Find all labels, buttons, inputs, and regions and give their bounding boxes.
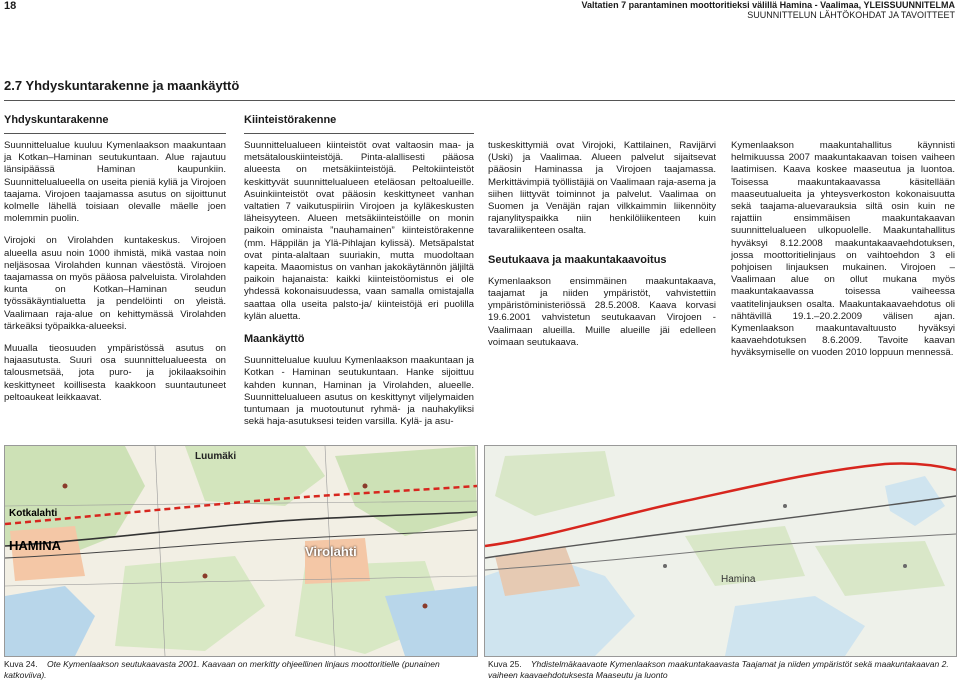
paragraph: Kymenlaakson ensimmäinen maakuntakaava, taajamat ja niiden ympäristöt, vahvistettiin ympäristöministeriössä 28.5.2008. Kaava korvasi 19.6.2001 vahvistetun seutukaavan Virojoen - Vaalimaan alueilla. Muille alueille jäi edelleen voimaan seutukaava. — [488, 275, 716, 348]
caption-label: Kuva 24. — [4, 659, 38, 669]
column-4-body — [731, 140, 955, 370]
paragraph: Kymenlaakson maakuntahallitus käynnisti helmikuussa 2007 maakuntakaavan toisen vaiheen laatimisen. Kaava koskee maaseutua ja luontoa. Toisessa maakuntakaavassa käsitellään maaseutualueita ja yhteysverkoston kokonaisuutta sekä taajama-aluevarauksia siltä osin kuin ne rajattiin ensimmäisen maakuntakaavan suunnittelualueen ulkopuolelle. Maakuntahallitus hyväksyi 8.12.2008 maakuntakaavaehdotuksen, jossa moottoritielinjaus on vaihtoehdon 3 eli pohjoisen linjauksen mukainen. Virojoen – Vaalimaan alue on ollut mukana myös maakuntakaavassa toisessa vaiheessa vaatitelinjauksen osalta. Maakuntakaavaehdotus oli nähtävillä 19.1.–20.2.2009 välisen ajan. Kymenlaakson maakuntavaltuusto hyväksyi kaavaehdotuksen 8.6.2009. Tavoite kaavan hyväksymiselle on vuoden 2010 loppuun mennessä. — [731, 140, 955, 359]
subhead-yhdyskuntarakenne: Yhdyskuntarakenne — [4, 114, 109, 126]
column-1 — [4, 114, 226, 126]
map-graphic — [5, 446, 477, 656]
section-rule — [4, 100, 955, 101]
paragraph: tuskeskittymiä ovat Virojoki, Kattilainen, Ravijärvi (Uski) ja Vaalimaa. Alueen palvelut sijaitsevat pääosin Haminassa ja Virojoen taajamassa. Merkittävimpiä työllistäjiä on Vaalimaan raja-asema ja siihen liittyvät toiminnot ja palvelut. Vaalimaa on Suomen ja Venäjän rajan vilkkaimmin liikennöity rajanylityspaikka niin henkilöliikenteen kuin tavaraliikenteen osalta. — [488, 140, 716, 237]
column-1-body — [4, 140, 226, 414]
map-label: HAMINA — [9, 538, 61, 553]
paragraph: Muualla tieosuuden ympäristössä asutus on hajaasutusta. Suuri osa suunnittelualueesta on talousmetsää, jota puro- ja jokilaaksoihin keskittyneet koillisesta kaakkoon suuntautuneet peltoaukeat leikkaavat. — [4, 343, 226, 403]
subhead-kiinteistorakenne: Kiinteistörakenne — [244, 114, 337, 126]
paragraph: Suunnittelualueen kiinteistöt ovat valtaosin maa- ja metsätalouskiinteistöjä. Pinta-alallisesti pääosa alueesta on metsäkiinteistöjä. Peltokiinteistöt keskittyvät suunnittelualueen eteläosan peltoalueille. Asuinkiinteistöt ovat pääosin keskittyneet vanhan valtatien 7 vaikutuspiiriin Virojoen ja kyläkeskusten läheisyyteen. Alueen metsäkiinteistöille on monin paikoin ominaista ”nauhamainen” kiinteistörakenne (mm. Häppilän ja Ylä-Pihlajan kylissä). Metsäpalstat ovat pinta-alaltaan suuriakin, mutta muodoltaan kapeita. Maaomistus on vanhan jakokäytännön jäljiltä paikoin hajanaista: kaikki kiinteistöomistus ei ole yhdessä kokonaisuudessa, vaan samalla omistajalla saattaa olla useita palsto-ja/ kiinteistöjä eri puolilla kylän aluetta. — [244, 140, 474, 322]
map-label: Kotkalahti — [9, 508, 58, 519]
header-line-1: Valtatien 7 parantaminen moottoritieksi välillä Hamina - Vaalimaa, YLEISSUUNNITELMA — [581, 0, 955, 10]
subhead-seutukaava: Seutukaava ja maakuntakaavoitus — [488, 253, 667, 266]
paragraph: Suunnittelualue kuuluu Kymenlaakson maakuntaan ja Kotkan–Haminan seutukuntaan. Alue rajautuu länsipäässä Haminan kaupunkiin. Suunnittelualueella on useita pieniä kyliä ja Virojoen taajama. Virojoen taajamassa asutus on sijoittunut kolmelle lähellä toisiaan olevalle mäelle joen molemmin puolin. — [4, 140, 226, 225]
subhead-rule-2 — [244, 133, 474, 134]
section-title: 2.7 Yhdyskuntarakenne ja maankäyttö — [4, 78, 240, 93]
running-header — [582, 0, 955, 20]
map-maakuntakaava — [484, 445, 957, 657]
map-label: Luumäki — [195, 451, 237, 462]
map-seutukaava — [4, 445, 478, 657]
caption-kuva-24 — [4, 659, 474, 680]
caption-text: Ote Kymenlaakson seutukaavasta 2001. Kaavaan on merkitty ohjeellinen linjaus moottoritielle (punainen katkoviiva). — [4, 659, 440, 680]
caption-kuva-25 — [488, 659, 954, 680]
header-line-2: SUUNNITTELUN LÄHTÖKOHDAT JA TAVOITTEET — [747, 10, 955, 20]
subhead-rule-1 — [4, 133, 226, 134]
paragraph: Virojoki on Virolahden kuntakeskus. Virojoen alueella asuu noin 1000 ihmistä, mikä vastaa noin neljäsosaa Virolahden kunnan väestöstä. Virojoen taajamassa on myös pääosa palveluista. Virolahden kunta on Kotkan–Haminan seudun työssäkäyntialuetta ja pendelöinti on yleistä. Vaalimaan raja-alue on kehittymässä Virolahden tärkeäksi työpaikka-alueeksi. — [4, 235, 226, 332]
column-2-body — [244, 140, 474, 438]
paragraph: Suunnittelualue kuuluu Kymenlaakson maakuntaan ja Kotkan - Haminan seutukuntaan. Hanke sijoittuu kahden kunnan, Haminan ja Virolahden, alueelle. Suunnittelualueen asutus on keskittynyt viljelymaiden tuntumaan ja muotoutunut ryhmä- ja nauhakyliksi sekä haja-asutuksesi teiden varsilla. Kylä- ja asu- — [244, 355, 474, 428]
map-label: Hamina — [721, 574, 756, 585]
map-graphic — [485, 446, 956, 656]
page-number: 18 — [4, 0, 17, 12]
subhead-maankaytto: Maankäyttö — [244, 333, 305, 346]
caption-text: Yhdistelmäkaavaote Kymenlaakson maakuntakaavasta Taajamat ja niiden ympäristöt sekä maakuntakaavan 2. vaiheen kaavaehdotuksesta Maaseutu ja luonto — [488, 659, 949, 680]
column-2 — [244, 114, 474, 126]
column-3-body — [488, 140, 716, 359]
caption-label: Kuva 25. — [488, 659, 522, 669]
map-label: Virolahti — [305, 544, 357, 559]
